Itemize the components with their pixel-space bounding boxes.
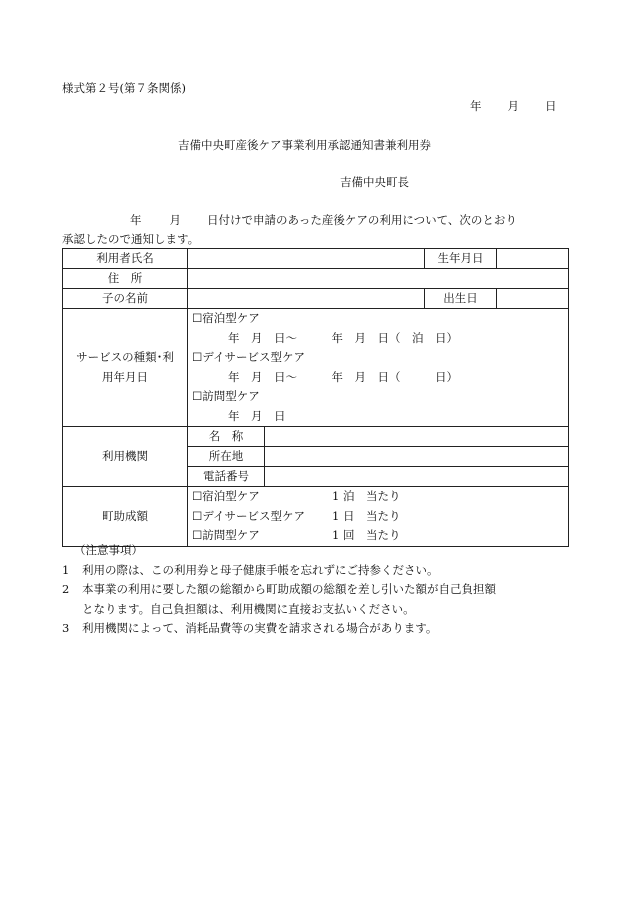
note-number: 2: [62, 582, 70, 596]
subsidy-day-option: ☐デイサービス型ケア: [192, 508, 306, 523]
subsidy-visit-option: ☐訪問型ケア: [192, 528, 260, 542]
address-value: [188, 269, 569, 289]
subsidy-visit-unit: 1 回 当たり: [332, 528, 401, 542]
service-row: [63, 309, 569, 427]
document-title: 吉備中央町産後ケア事業利用承認通知書兼利用券: [178, 138, 431, 152]
user-name-label: 利用者氏名: [63, 249, 188, 269]
subsidy-day-unit: 1 日 当たり: [332, 508, 401, 523]
facility-phone-label: 電話番号: [188, 467, 265, 487]
child-birth-value: [497, 289, 569, 309]
child-name-value: [188, 289, 425, 309]
note-item-1: [62, 561, 496, 581]
body-line-2: 承認したので通知します。: [62, 232, 200, 246]
service-visit-option: ☐訪問型ケア: [192, 389, 260, 403]
issue-date-year: 年: [470, 99, 482, 113]
service-label-line-1: サービスの種類･利: [76, 350, 174, 364]
note-item-3: [62, 619, 496, 639]
service-detail: [188, 309, 569, 427]
issue-date-day: 日: [545, 99, 557, 113]
subsidy-label: 町助成額: [63, 487, 188, 547]
note-text: 利用の際は、この利用券と母子健康手帳を忘れずにご持参ください。: [82, 562, 439, 577]
service-stay-option: ☐宿泊型ケア: [192, 311, 260, 325]
note-text: 利用機関によって、消耗品費等の実費を請求される場合があります。: [82, 621, 438, 635]
issue-date: [470, 100, 557, 114]
child-birth-label: 出生日: [425, 289, 497, 309]
issuer-name: 吉備中央町長: [340, 175, 409, 189]
subsidy-stay-line: [192, 487, 564, 507]
facility-phone-value: [265, 467, 569, 487]
note-item-2-continued: [62, 600, 496, 620]
child-row: [63, 289, 569, 309]
service-day-option: ☐デイサービス型ケア: [192, 350, 306, 364]
service-visit-date: 年 月 日: [228, 408, 286, 423]
facility-address-label: 所在地: [188, 447, 265, 467]
facility-name-row: [63, 427, 569, 447]
service-day-dates: 年 月 日～ 年 月 日（ 日）: [228, 369, 458, 384]
user-row: [63, 249, 569, 269]
notes-section: [62, 541, 496, 639]
child-name-label: 子の名前: [63, 289, 188, 309]
subsidy-stay-option: ☐宿泊型ケア: [192, 489, 260, 503]
service-label-line-2: 用年月日: [102, 369, 148, 384]
form-number: 様式第２号(第７条関係): [62, 81, 186, 95]
facility-address-value: [265, 447, 569, 467]
body-year: 年: [130, 213, 142, 227]
birthdate-label: 生年月日: [425, 249, 497, 269]
address-label: 住 所: [63, 269, 188, 289]
facility-name-value: [265, 427, 569, 447]
subsidy-day-line: [192, 507, 564, 527]
issue-date-month: 月: [507, 99, 519, 113]
address-row: [63, 269, 569, 289]
approval-table: [62, 248, 569, 547]
body-month: 月: [169, 213, 181, 227]
subsidy-detail: [188, 487, 569, 547]
notes-heading: （注意事項）: [74, 543, 143, 557]
service-label: [63, 309, 188, 427]
service-stay-dates: 年 月 日～ 年 月 日（ 泊 日）: [228, 330, 458, 345]
note-number: 3: [62, 621, 70, 635]
facility-name-label: 名 称: [188, 427, 265, 447]
subsidy-stay-unit: 1 泊 当たり: [332, 489, 401, 503]
note-text: となります。自己負担額は、利用機関に直接お支払いください。: [82, 601, 415, 616]
facility-label: 利用機関: [63, 427, 188, 487]
birthdate-value: [497, 249, 569, 269]
subsidy-row: [63, 487, 569, 547]
note-text: 本事業の利用に要した額の総額から町助成額の総額を差し引いた額が自己負担額: [82, 582, 496, 596]
body-line-1: [130, 214, 517, 228]
body-line-1-text: 日付けで申請のあった産後ケアの利用について、次のとおり: [207, 213, 517, 227]
note-item-2: [62, 580, 496, 600]
user-name-value: [188, 249, 425, 269]
note-number: 1: [62, 562, 70, 577]
